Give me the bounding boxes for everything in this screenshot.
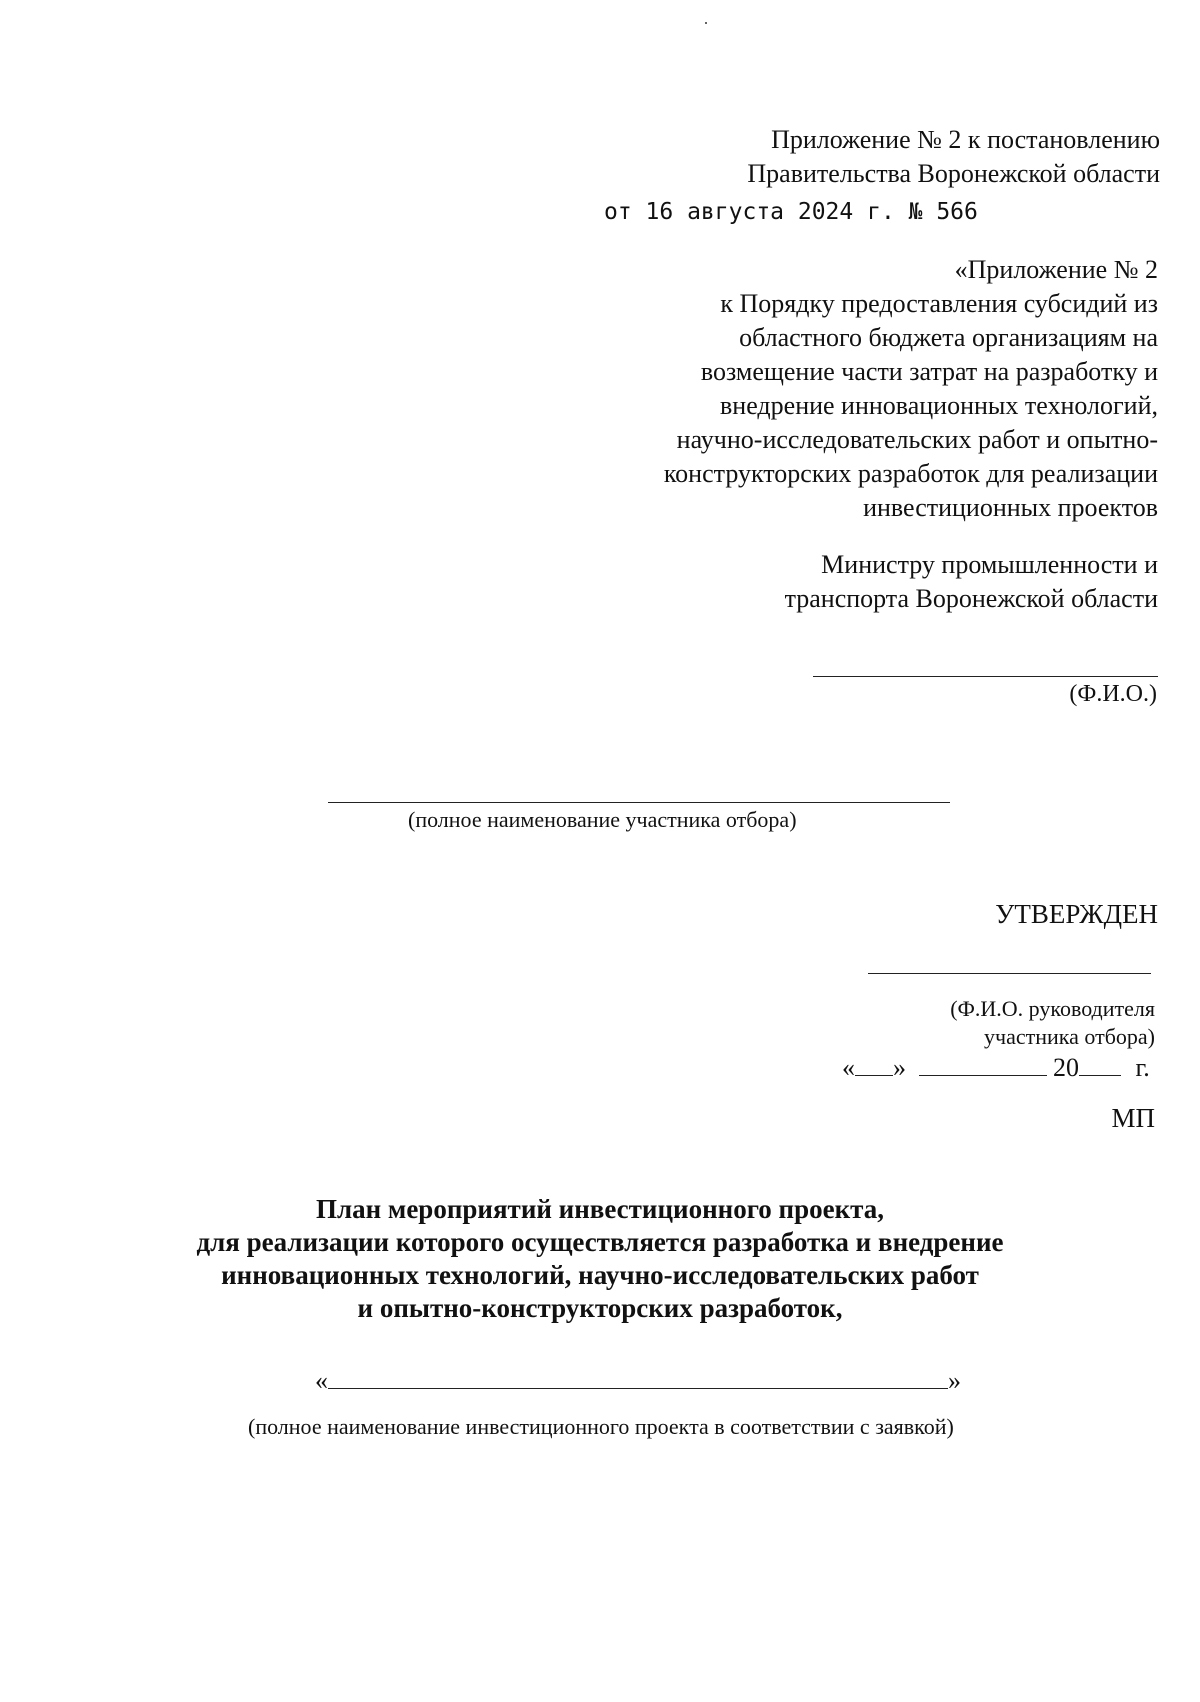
header-line-2: Правительства Воронежской области [747,159,1160,188]
appendix-line-3: областного бюджета организациям на [739,323,1158,352]
date-quote-close: » [893,1053,906,1082]
appendix-line-6: научно-исследовательских работ и опытно- [676,425,1158,454]
resolution-date: от 16 августа 2024 г. № 566 [604,199,978,225]
fio-caption: (Ф.И.О.) [1069,681,1157,707]
participant-caption: (полное наименование участника отбора) [408,807,797,832]
title-line-2: для реализации которого осуществляется разработка и внедрение [196,1227,1004,1257]
project-quote-open: « [315,1366,328,1395]
title-line-1: План мероприятий инвестиционного проекта, [315,1194,885,1224]
appendix-line-5: внедрение инновационных технологий, [720,391,1158,420]
resolution-header [747,123,1160,191]
fio-signature-line [813,676,1158,677]
appendix-line-1: «Приложение № 2 [954,255,1158,284]
addressee-line-1: Министру промышленности и [821,550,1158,579]
project-caption: (полное наименование инвестиционного проекта в соответствии с заявкой) [248,1414,954,1439]
stamp-text: МП [1111,1103,1155,1133]
addressee-block [785,548,1158,616]
approved-label [995,897,1158,931]
approval-date [842,1053,1150,1083]
appendix-line-8: инвестиционных проектов [863,493,1158,522]
head-caption-line-1: (Ф.И.О. руководителя [950,996,1155,1021]
stamp-label [1111,1101,1155,1135]
head-caption-line-2: участника отбора) [984,1024,1155,1049]
date-quote-open: « [842,1053,855,1082]
project-name-field [315,1366,961,1396]
header-line-1: Приложение № 2 к постановлению [771,125,1160,154]
year-suffix: г. [1135,1053,1150,1082]
head-signature-line [868,973,1151,974]
appendix-block [664,253,1158,525]
day-blank [855,1053,893,1076]
participant-name-line [328,802,950,803]
head-caption [950,995,1155,1051]
title-line-3: инновационных технологий, научно-исследовательских работ [221,1260,979,1290]
year-prefix: 20 [1053,1053,1079,1082]
appendix-line-4: возмещение части затрат на разработку и [700,357,1158,386]
addressee-line-2: транспорта Воронежской области [784,584,1158,613]
scan-dot [705,22,707,24]
project-quote-close: » [948,1366,961,1395]
plan-title [0,1193,1200,1325]
appendix-line-2: к Порядку предоставления субсидий из [720,289,1158,318]
appendix-line-7: конструкторских разработок для реализации [663,459,1158,488]
month-blank [919,1053,1047,1076]
title-line-4: и опытно-конструкторских разработок, [357,1293,843,1323]
year-blank [1079,1053,1121,1076]
approved-text: УТВЕРЖДЕН [995,899,1158,929]
project-name-blank [328,1366,948,1389]
